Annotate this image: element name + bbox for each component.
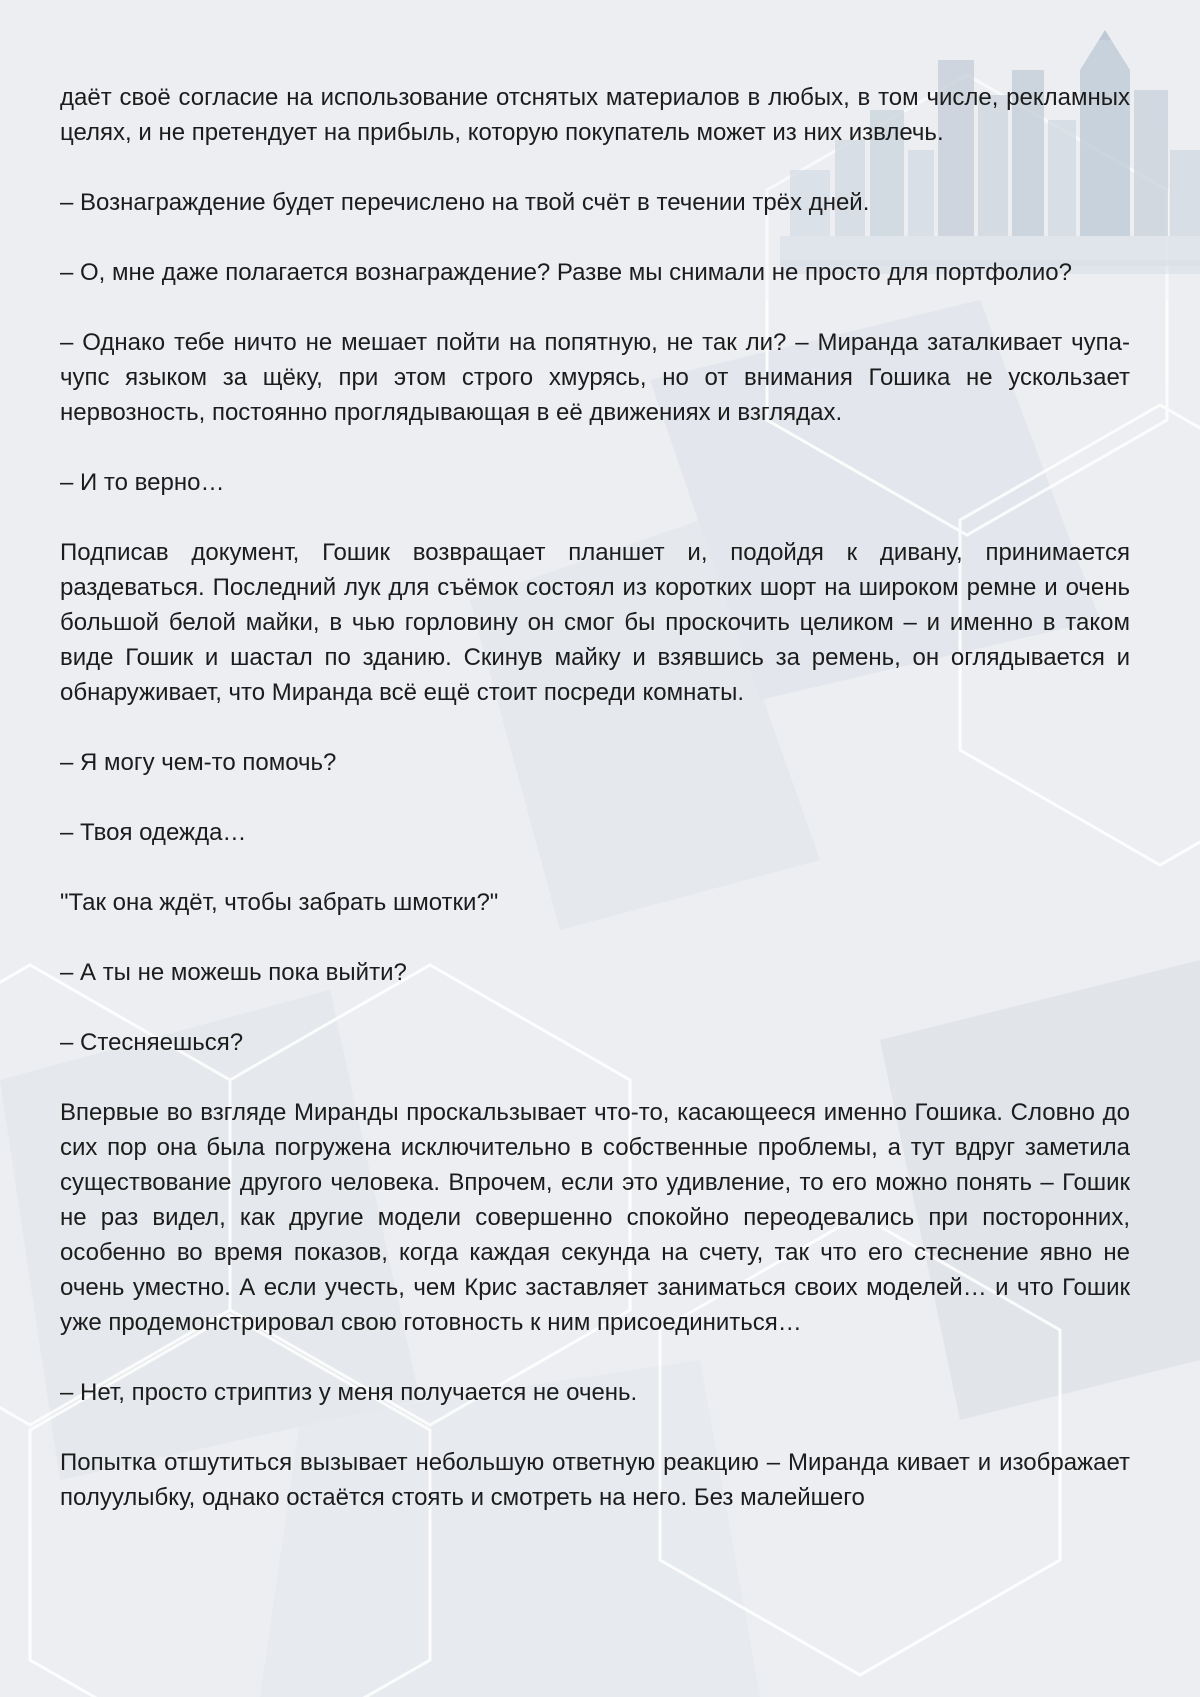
paragraph: – И то верно…: [60, 469, 225, 496]
paragraph: Впервые во взгляде Миранды проскальзывает что-то, касающееся именно Гошика. Словно до сих пор она была погружена исключительно в собственные проблемы, а тут вдруг заметила существование другого человека. Впрочем, если это удивление, то его можно понять – Гошик не раз видел, как другие модели совершенно спокойно переодевались при посторонних, особенно во время показов, когда каждая секунда на счету, так что его стеснение явно не очень уместно. А если учесть, чем Крис заставляет заниматься своих моделей… и что Гошик уже продемонстрировал свою готовность к ним присоединиться…: [60, 1099, 1130, 1336]
paragraph: Попытка отшутиться вызывает небольшую ответную реакцию – Миранда кивает и изображает полуулыбку, однако остаётся стоять и смотреть на него. Без малейшего: [60, 1449, 1130, 1511]
paragraph: даёт своё согласие на использование отснятых материалов в любых, в том числе, рекламных целях, и не претендует на прибыль, которую покупатель может из них извлечь.: [60, 84, 1130, 146]
paragraph: Подписав документ, Гошик возвращает планшет и, подойдя к дивану, принимается раздеваться. Последний лук для съёмок состоял из коротких шорт на широком ремне и очень большой белой майки, в чью горловину он смог бы проскочить целиком – и именно в таком виде Гошик и шастал по зданию. Скинув майку и взявшись за ремень, он оглядывается и обнаруживает, что Миранда всё ещё стоит посреди комнаты.: [60, 539, 1130, 706]
paragraph: – Вознаграждение будет перечислено на твой счёт в течении трёх дней.: [60, 189, 870, 216]
paragraph: – Твоя одежда…: [60, 819, 247, 846]
paragraph: – А ты не можешь пока выйти?: [60, 959, 407, 986]
paragraph: – Однако тебе ничто не мешает пойти на попятную, не так ли? – Миранда заталкивает чупа-чупс языком за щёку, при этом строго хмурясь, но от внимания Гошика не ускользает нервозность, постоянно проглядывающая в её движениях и взглядах.: [60, 329, 1130, 426]
paragraph: – Нет, просто стриптиз у меня получается не очень.: [60, 1379, 638, 1406]
paragraph: – О, мне даже полагается вознаграждение? Разве мы снимали не просто для портфолио?: [60, 259, 1072, 286]
paragraph: "Так она ждёт, чтобы забрать шмотки?": [60, 889, 499, 916]
paragraph: – Я могу чем-то помочь?: [60, 749, 337, 776]
paragraph: – Стесняешься?: [60, 1029, 244, 1056]
document-body: [60, 80, 1130, 1515]
